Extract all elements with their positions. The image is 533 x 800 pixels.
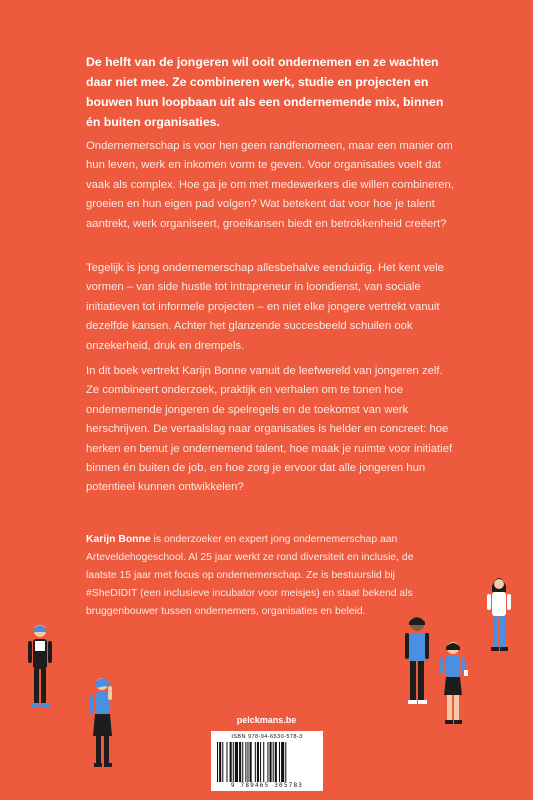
barcode-bar: [235, 742, 238, 782]
isbn-barcode: [211, 731, 323, 791]
barcode-bar: [285, 742, 286, 782]
figure-person-phone-icon: [84, 674, 124, 774]
body-paragraph-2: Tegelijk is jong ondernemerschap allesbehalve eenduidig. Het kent vele vormen – van side hustle tot intrapreneur in loondienst, van sociale initiatieven tot informele projecten – en niet elke jongere vertrekt vanuit dezelfde kansen. Achter het glanzende succesbeeld schuilen ook onzekerheid, druk en drempels.: [86, 262, 444, 352]
barcode-bar: [255, 742, 256, 782]
barcode-bar: [245, 742, 246, 782]
author-name: Karijn Bonne: [86, 534, 151, 545]
body-paragraph-1: Ondernemerschap is voor hen geen randfenomeen, maar een manier om hun leven, werk en inkomen vorm te geven. Voor organisaties voelt dat vaak als complex. Hoe ga je om met medewerkers die willen combineren, groeien en hun eigen pad volgen? Wat betekent dat voor hoe je talent aantrekt, werk organiseert, groeikansen biedt en betrokkenheid creëert?: [86, 140, 454, 230]
figure-person-left-icon: [22, 622, 58, 722]
barcode-bar: [230, 742, 232, 782]
barcode-bar: [279, 742, 280, 782]
barcode-bar: [239, 742, 241, 782]
barcode-bar: [226, 742, 227, 782]
publisher-url: pelckmans.be: [236, 715, 297, 725]
barcode-bar: [250, 742, 252, 782]
author-bio: [86, 531, 436, 621]
isbn-label: ISBN 978-94-6530-578-3: [231, 734, 303, 740]
barcode-bars: [217, 742, 317, 782]
author-bio-text: is onderzoeker en expert jong ondernemerschap aan Arteveldehogeschool. Al 25 jaar werkt ze rond diversiteit en inclusie, de laatste 15 jaar met focus op ondernemerschap. Ze is bestuurslid bij #SheDIDIT (een inclusieve incubator voor meisjes) en staat bekend als bruggenbouwer tussen ondernemers, organisaties en beleid.: [86, 534, 414, 617]
intro-paragraph: De helft van de jongeren wil ooit ondernemen en ze wachten daar niet mee. Ze combineren werk, studie en projecten en bouwen hun loopbaan uit als een ondernemende mix, binnen én buiten organisaties.: [86, 55, 444, 129]
barcode-bar: [263, 742, 264, 782]
barcode-bar: [275, 742, 277, 782]
figure-person-backpack-icon: [397, 614, 437, 722]
figure-person-coffee-icon: [435, 640, 471, 730]
figure-person-headscarf-icon: [482, 572, 516, 662]
barcode-bar: [281, 742, 284, 782]
barcode-bar: [233, 742, 234, 782]
barcode-bar: [267, 742, 268, 782]
barcode-bar: [217, 742, 218, 782]
barcode-bar: [247, 742, 248, 782]
barcode-bar: [273, 742, 274, 782]
barcode-bar: [260, 742, 261, 782]
barcode-bar: [242, 742, 243, 782]
body-paragraph-3: In dit boek vertrekt Karijn Bonne vanuit de leefwereld van jongeren zelf. Ze combineert onderzoek, praktijk en verhalen om te tonen hoe ondernemende jongeren de spelregels en de toekomst van werk herschrijven. De vertaalslag naar organisaties is helder en concreet: hoe herken en benut je ondernemend talent, hoe maak je ruimte voor initiatief binnen én buiten de job, en hoe zorg je ervoor dat alle jongeren hun potentieel kunnen ontwikkelen?: [86, 365, 453, 494]
barcode-bar: [270, 742, 272, 782]
barcode-bar: [222, 742, 223, 782]
barcode-bar: [219, 742, 221, 782]
barcode-bar: [257, 742, 259, 782]
barcode-digits: 9 789465 305783: [230, 782, 304, 789]
